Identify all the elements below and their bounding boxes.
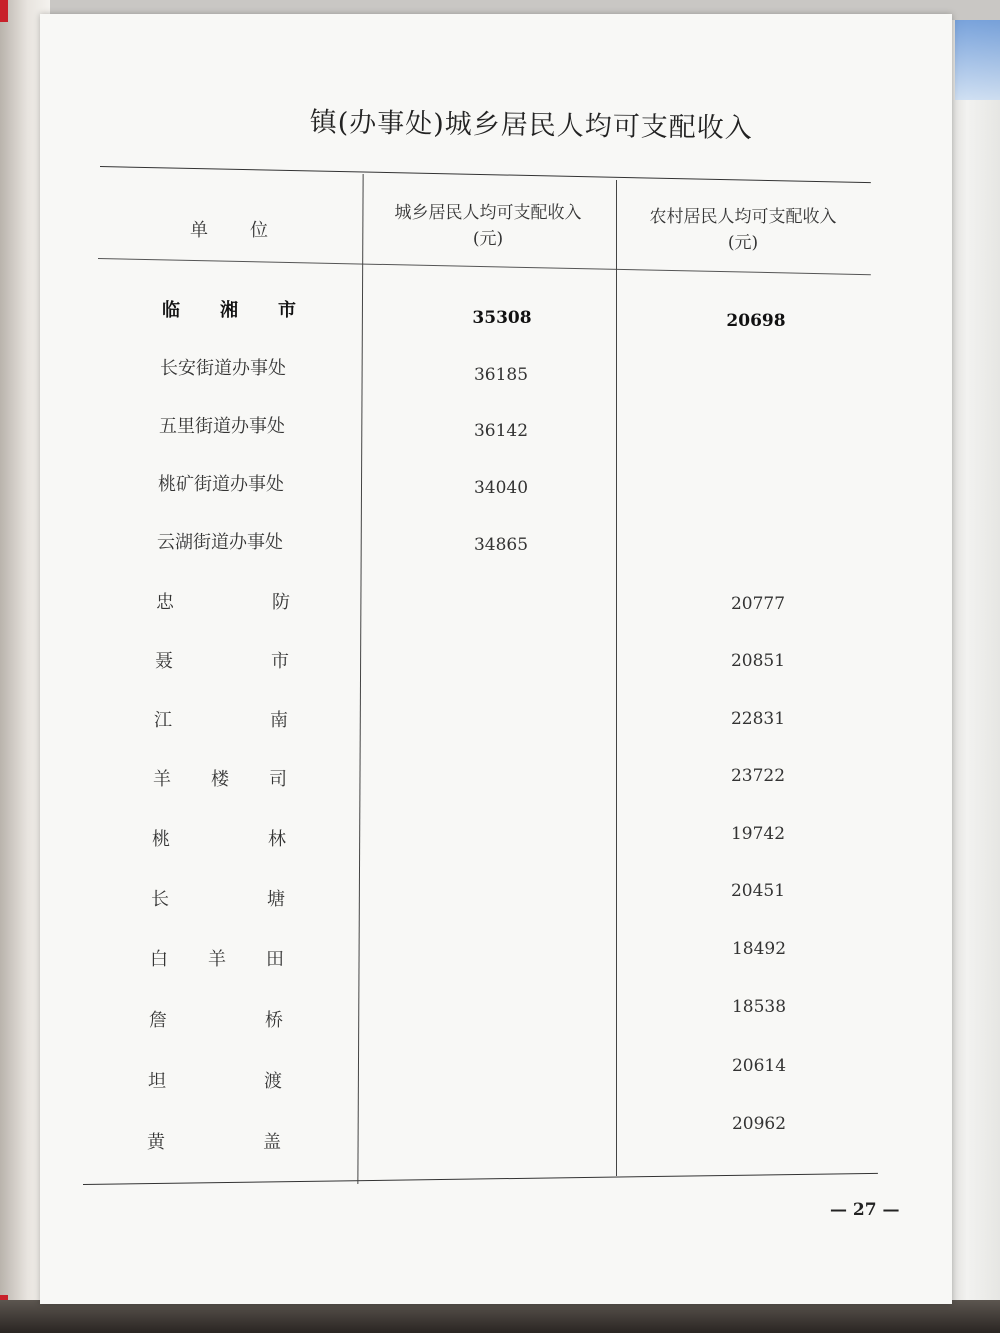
urban-value-yunhu: 34865 — [473, 535, 529, 555]
row-name-zhanqiao-char-2: 桥 — [265, 1010, 283, 1031]
row-name-nieshi — [155, 647, 289, 673]
row-name-baiyangtian-char-3: 田 — [266, 949, 284, 970]
row-name-jiangnan-char-1: 江 — [154, 710, 172, 731]
rural-value-linxiang: 20698 — [726, 311, 786, 331]
row-name-zhongfang-char-1: 忠 — [156, 592, 174, 613]
row-name-changan: 长安街道办事处 — [160, 358, 286, 379]
urban-value-changan: 36185 — [473, 365, 529, 385]
header-urban-income — [378, 200, 598, 252]
row-name-yangrousi-char-2: 楼 — [211, 769, 229, 790]
row-name-baiyangtian-char-2: 羊 — [208, 949, 226, 970]
rural-value-baiyangtian: 18492 — [731, 939, 787, 959]
column-divider-2 — [616, 180, 617, 1176]
row-name-taolin-char-2: 林 — [268, 829, 286, 850]
rural-value-tandu: 20614 — [731, 1056, 787, 1076]
row-name-zhongfang — [156, 588, 290, 614]
row-name-yunhu: 云湖街道办事处 — [157, 532, 283, 553]
header-rural-label: 农村居民人均可支配收入 — [649, 207, 837, 227]
row-name-nieshi-char-1: 聂 — [155, 651, 173, 672]
row-name-baiyangtian — [150, 945, 284, 971]
row-name-tandu-char-1: 坦 — [148, 1071, 166, 1092]
row-name-taokuang: 桃矿街道办事处 — [158, 474, 284, 495]
row-name-linxiang — [162, 296, 296, 322]
table-top-rule — [100, 166, 871, 183]
row-name-changtang-char-2: 塘 — [267, 889, 285, 910]
rural-value-nieshi: 20851 — [730, 651, 786, 671]
header-urban-unit: (元) — [472, 229, 504, 249]
row-name-taolin — [152, 825, 286, 851]
row-name-tandu-char-2: 渡 — [264, 1071, 282, 1092]
row-name-tandu — [148, 1067, 282, 1093]
row-name-linxiang-char-3: 市 — [278, 300, 296, 321]
rural-value-huanggai: 20962 — [731, 1114, 787, 1134]
row-name-huanggai — [147, 1128, 281, 1154]
row-name-linxiang-char-1: 临 — [162, 300, 180, 321]
row-name-yangrousi — [153, 765, 287, 791]
page-number: — 27 — — [830, 1200, 900, 1220]
rural-value-zhanqiao: 18538 — [731, 997, 787, 1017]
urban-value-taokuang: 34040 — [473, 478, 529, 498]
header-rural-unit: (元) — [727, 233, 759, 253]
urban-value-linxiang: 35308 — [472, 308, 532, 328]
row-name-zhanqiao — [149, 1006, 283, 1032]
table-bottom-rule — [83, 1173, 878, 1185]
row-name-jiangnan-char-2: 南 — [270, 710, 288, 731]
document-page — [40, 14, 952, 1304]
row-name-yangrousi-char-1: 羊 — [153, 769, 171, 790]
row-name-baiyangtian-char-1: 白 — [150, 949, 168, 970]
rural-value-jiangnan: 22831 — [730, 709, 786, 729]
header-unit: 单位 — [190, 220, 310, 241]
page-title: 镇(办事处)城乡居民人均可支配收入 — [309, 106, 753, 145]
column-divider-1 — [357, 174, 363, 1184]
row-name-wuli: 五里街道办事处 — [159, 416, 285, 437]
row-name-huanggai-char-1: 黄 — [147, 1132, 165, 1153]
red-cover-edge-top — [0, 0, 8, 22]
row-name-changtang — [151, 885, 285, 911]
background-bottom — [0, 1300, 1000, 1333]
row-name-huanggai-char-2: 盖 — [263, 1132, 281, 1153]
row-name-jiangnan — [154, 706, 288, 732]
row-name-yangrousi-char-3: 司 — [269, 769, 287, 790]
row-name-changtang-char-1: 长 — [151, 889, 169, 910]
row-name-taolin-char-1: 桃 — [152, 829, 170, 850]
row-name-zhanqiao-char-1: 詹 — [149, 1010, 167, 1031]
rural-value-zhongfang: 20777 — [730, 594, 786, 614]
row-name-zhongfang-char-2: 防 — [272, 592, 290, 613]
background-sheets — [945, 20, 1000, 1310]
background-blue-object — [955, 20, 1000, 100]
header-rural-income — [632, 204, 854, 256]
header-urban-label: 城乡居民人均可支配收入 — [394, 203, 582, 223]
row-name-nieshi-char-2: 市 — [271, 651, 289, 672]
rural-value-taolin: 19742 — [730, 824, 786, 844]
row-name-linxiang-char-2: 湘 — [220, 300, 238, 321]
rural-value-yangrousi: 23722 — [730, 766, 786, 786]
rural-value-changtang: 20451 — [730, 881, 786, 901]
header-bottom-rule — [98, 258, 871, 275]
urban-value-wuli: 36142 — [473, 421, 529, 441]
